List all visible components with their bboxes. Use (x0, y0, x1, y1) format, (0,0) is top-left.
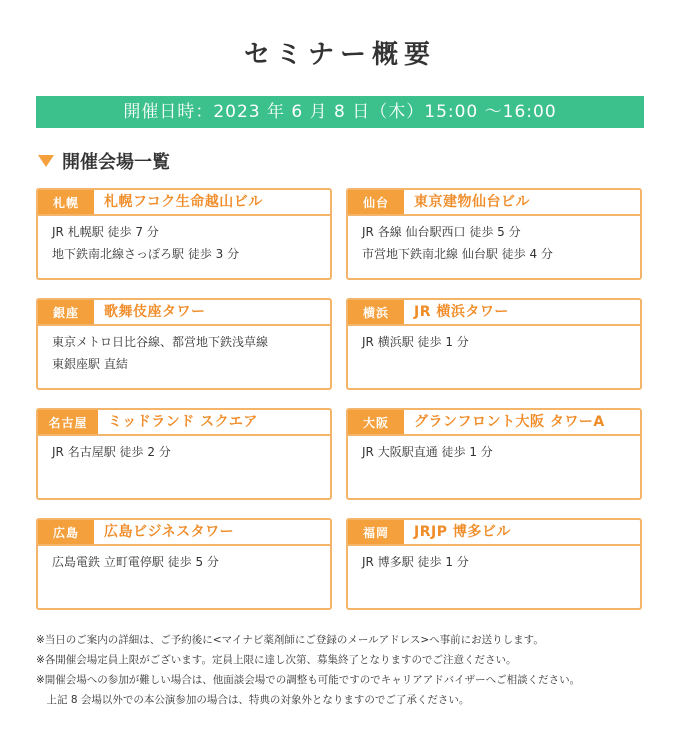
venue-card-hiroshima (36, 518, 332, 610)
venue-access-line: 地下鉄南北線さっぽろ駅 徒歩 3 分 (52, 247, 240, 261)
venue-city: 福岡 (348, 520, 404, 544)
venue-name: 歌舞伎座タワー (104, 304, 206, 320)
venue-name: 広島ビジネスタワー (104, 524, 235, 540)
venue-access-line: JR 大阪駅直通 徒歩 1 分 (362, 445, 493, 459)
page-title: セミナー概要 (243, 40, 436, 70)
venue-card-yokohama (346, 298, 642, 390)
venue-name: 東京建物仙台ビル (414, 194, 530, 210)
venue-city: 横浜 (348, 300, 404, 324)
triangle-down-icon (38, 155, 54, 167)
venue-card-sapporo (36, 188, 332, 280)
venue-access-line: JR 札幌駅 徒歩 7 分 (52, 225, 159, 239)
venue-name: 札幌フコク生命越山ビル (104, 194, 263, 210)
venue-card-sendai (346, 188, 642, 280)
venue-city: 札幌 (38, 190, 94, 214)
section-heading (38, 148, 170, 174)
venue-city: 大阪 (348, 410, 404, 434)
note-line: 上記 8 会場以外での本公演参加の場合は、特典の対象外となりますのでご了承ください。 (36, 694, 470, 706)
venue-card-fukuoka (346, 518, 642, 610)
venue-access-line: JR 博多駅 徒歩 1 分 (362, 555, 469, 569)
venue-access-line: JR 横浜駅 徒歩 1 分 (362, 335, 469, 349)
note-line: ※当日のご案内の詳細は、ご予約後に<マイナビ薬剤師にご登録のメールアドレス>へ事前にお送りします。 (36, 634, 544, 646)
venue-city: 広島 (38, 520, 94, 544)
venue-access-line: JR 各線 仙台駅西口 徒歩 5 分 (362, 225, 521, 239)
venue-name: JR 横浜タワー (414, 304, 509, 320)
venue-name: グランフロント大阪 タワーA (414, 414, 605, 430)
venue-card-ginza (36, 298, 332, 390)
venue-city: 仙台 (348, 190, 404, 214)
venue-access-line: 市営地下鉄南北線 仙台駅 徒歩 4 分 (362, 247, 553, 261)
note-line: ※開催会場への参加が難しい場合は、他面談会場での調整も可能ですのでキャリアアドバイザーへご相談ください。 (36, 674, 581, 686)
date-banner: 開催日時：2023 年 6 月 8 日（木）15:00 ～16:00 (36, 96, 644, 128)
notes (36, 630, 656, 710)
section-title: 開催会場一覧 (62, 152, 170, 173)
venue-city: 名古屋 (38, 410, 98, 434)
venue-card-osaka (346, 408, 642, 500)
venue-name: ミッドランド スクエア (108, 414, 258, 430)
venue-access-line: 広島電鉄 立町電停駅 徒歩 5 分 (52, 555, 219, 569)
note-line: ※各開催会場定員上限がございます。定員上限に達し次第、募集終了となりますのでご注意ください。 (36, 654, 517, 666)
venue-access-line: 東京メトロ日比谷線、都営地下鉄浅草線 (52, 335, 269, 349)
venue-access-line: 東銀座駅 直結 (52, 357, 128, 371)
venue-city: 銀座 (38, 300, 94, 324)
venue-card-nagoya (36, 408, 332, 500)
venue-access-line: JR 名古屋駅 徒歩 2 分 (52, 445, 171, 459)
venue-name: JRJP 博多ビル (414, 524, 511, 540)
